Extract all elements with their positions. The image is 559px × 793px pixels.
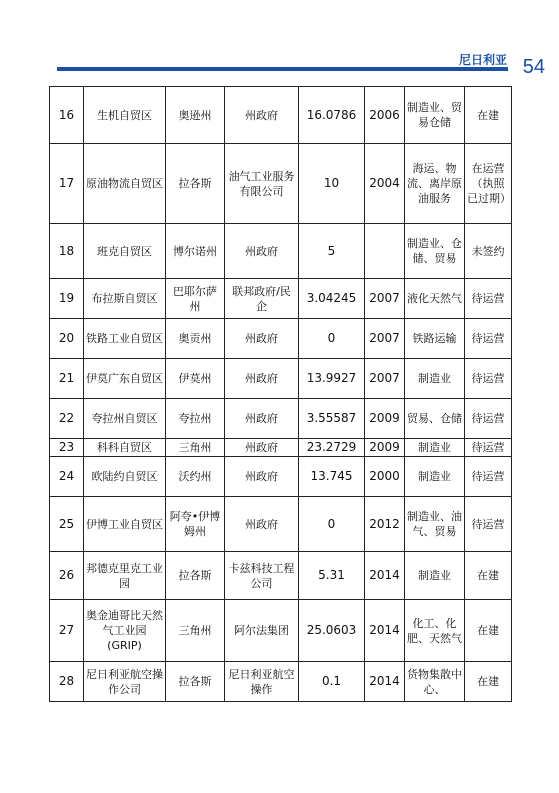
year-cell: 2007 [365, 319, 405, 359]
industry-cell: 制造业 [405, 457, 465, 497]
operator-cell: 油气工业服务有限公司 [225, 144, 299, 224]
operator-cell: 州政府 [225, 359, 299, 399]
operator-cell: 州政府 [225, 497, 299, 552]
area-cell: 13.745 [299, 457, 365, 497]
zone-name-cell: 尼日利亚航空操作公司 [84, 662, 166, 702]
location-cell: 奥逊州 [166, 87, 225, 144]
table-row [50, 497, 512, 552]
location-cell: 巴耶尔萨州 [166, 279, 225, 319]
row-number-cell: 19 [50, 279, 84, 319]
status-cell: 在运营（执照已过期） [465, 144, 512, 224]
row-number-cell: 23 [50, 439, 84, 457]
table-row [50, 457, 512, 497]
row-number-cell: 25 [50, 497, 84, 552]
area-cell: 3.04245 [299, 279, 365, 319]
status-cell: 在建 [465, 662, 512, 702]
table-row [50, 279, 512, 319]
industry-cell: 海运、物流、离岸原油服务 [405, 144, 465, 224]
year-cell: 2007 [365, 279, 405, 319]
location-cell: 博尔诺州 [166, 224, 225, 279]
operator-cell: 州政府 [225, 439, 299, 457]
row-number-cell: 16 [50, 87, 84, 144]
location-cell: 拉各斯 [166, 662, 225, 702]
status-cell: 未签约 [465, 224, 512, 279]
row-number-cell: 17 [50, 144, 84, 224]
industry-cell: 制造业、仓储、贸易 [405, 224, 465, 279]
year-cell [365, 224, 405, 279]
location-cell: 拉各斯 [166, 552, 225, 600]
year-cell: 2014 [365, 552, 405, 600]
year-cell: 2012 [365, 497, 405, 552]
year-cell: 2004 [365, 144, 405, 224]
table-row [50, 600, 512, 662]
row-number-cell: 27 [50, 600, 84, 662]
area-cell: 25.0603 [299, 600, 365, 662]
table-row [50, 224, 512, 279]
year-cell: 2009 [365, 399, 405, 439]
year-cell: 2007 [365, 359, 405, 399]
row-number-cell: 28 [50, 662, 84, 702]
area-cell: 5 [299, 224, 365, 279]
area-cell: 3.55587 [299, 399, 365, 439]
industry-cell: 液化天然气 [405, 279, 465, 319]
status-cell: 在建 [465, 600, 512, 662]
industry-cell: 制造业、贸易仓储 [405, 87, 465, 144]
zone-name-cell: 夸拉州自贸区 [84, 399, 166, 439]
industry-cell: 制造业、油气、贸易 [405, 497, 465, 552]
status-cell: 待运营 [465, 319, 512, 359]
area-cell: 0 [299, 319, 365, 359]
location-cell: 拉各斯 [166, 144, 225, 224]
table-row [50, 144, 512, 224]
year-cell: 2006 [365, 87, 405, 144]
industry-cell: 铁路运输 [405, 319, 465, 359]
area-cell: 23.2729 [299, 439, 365, 457]
status-cell: 在建 [465, 87, 512, 144]
zone-name-cell: 布拉斯自贸区 [84, 279, 166, 319]
location-cell: 三角州 [166, 439, 225, 457]
industry-cell: 贸易、仓储 [405, 399, 465, 439]
operator-cell: 尼日利亚航空操作 [225, 662, 299, 702]
operator-cell: 阿尔法集团 [225, 600, 299, 662]
area-cell: 16.0786 [299, 87, 365, 144]
page-number: 54 [522, 56, 545, 78]
zone-name-cell: 伊莫广东自贸区 [84, 359, 166, 399]
area-cell: 0.1 [299, 662, 365, 702]
status-cell: 待运营 [465, 439, 512, 457]
row-number-cell: 18 [50, 224, 84, 279]
year-cell: 2000 [365, 457, 405, 497]
row-number-cell: 24 [50, 457, 84, 497]
table-row [50, 359, 512, 399]
status-cell: 待运营 [465, 497, 512, 552]
location-cell: 阿夸•伊博姆州 [166, 497, 225, 552]
operator-cell: 联邦政府/民企 [225, 279, 299, 319]
area-cell: 10 [299, 144, 365, 224]
operator-cell: 州政府 [225, 319, 299, 359]
location-cell: 奥贡州 [166, 319, 225, 359]
row-number-cell: 22 [50, 399, 84, 439]
area-cell: 13.9927 [299, 359, 365, 399]
industry-cell: 制造业 [405, 359, 465, 399]
status-cell: 待运营 [465, 457, 512, 497]
zone-name-cell: 生机自贸区 [84, 87, 166, 144]
year-cell: 2014 [365, 662, 405, 702]
header-rule [57, 67, 508, 71]
table-row [50, 662, 512, 702]
zone-name-cell: 欧陆约自贸区 [84, 457, 166, 497]
operator-cell: 州政府 [225, 457, 299, 497]
year-cell: 2009 [365, 439, 405, 457]
location-cell: 伊莫州 [166, 359, 225, 399]
zone-name-cell: 原油物流自贸区 [84, 144, 166, 224]
zone-name-cell: 科科自贸区 [84, 439, 166, 457]
industry-cell: 化工、化肥、天然气 [405, 600, 465, 662]
zone-name-cell: 伊博工业自贸区 [84, 497, 166, 552]
operator-cell: 州政府 [225, 399, 299, 439]
industry-cell: 货物集散中心、 [405, 662, 465, 702]
operator-cell: 州政府 [225, 87, 299, 144]
table-row [50, 552, 512, 600]
year-cell: 2014 [365, 600, 405, 662]
area-cell: 0 [299, 497, 365, 552]
status-cell: 待运营 [465, 359, 512, 399]
table-row [50, 319, 512, 359]
status-cell: 待运营 [465, 399, 512, 439]
location-cell: 沃约州 [166, 457, 225, 497]
operator-cell: 州政府 [225, 224, 299, 279]
row-number-cell: 26 [50, 552, 84, 600]
status-cell: 在建 [465, 552, 512, 600]
table-row [50, 399, 512, 439]
row-number-cell: 20 [50, 319, 84, 359]
status-cell: 待运营 [465, 279, 512, 319]
free-zone-table [49, 86, 512, 702]
industry-cell: 制造业 [405, 439, 465, 457]
location-cell: 三角州 [166, 600, 225, 662]
zone-name-cell: 铁路工业自贸区 [84, 319, 166, 359]
zone-name-cell: 班克自贸区 [84, 224, 166, 279]
area-cell: 5.31 [299, 552, 365, 600]
table-row [50, 439, 512, 457]
row-number-cell: 21 [50, 359, 84, 399]
page-header-title: 尼日利亚 [458, 53, 507, 67]
operator-cell: 卡兹科技工程公司 [225, 552, 299, 600]
zone-name-cell: 邦德克里克工业园 [84, 552, 166, 600]
location-cell: 夸拉州 [166, 399, 225, 439]
zone-name-cell: 奥金迪哥比天然气工业园 (GRIP) [84, 600, 166, 662]
industry-cell: 制造业 [405, 552, 465, 600]
table-row [50, 87, 512, 144]
